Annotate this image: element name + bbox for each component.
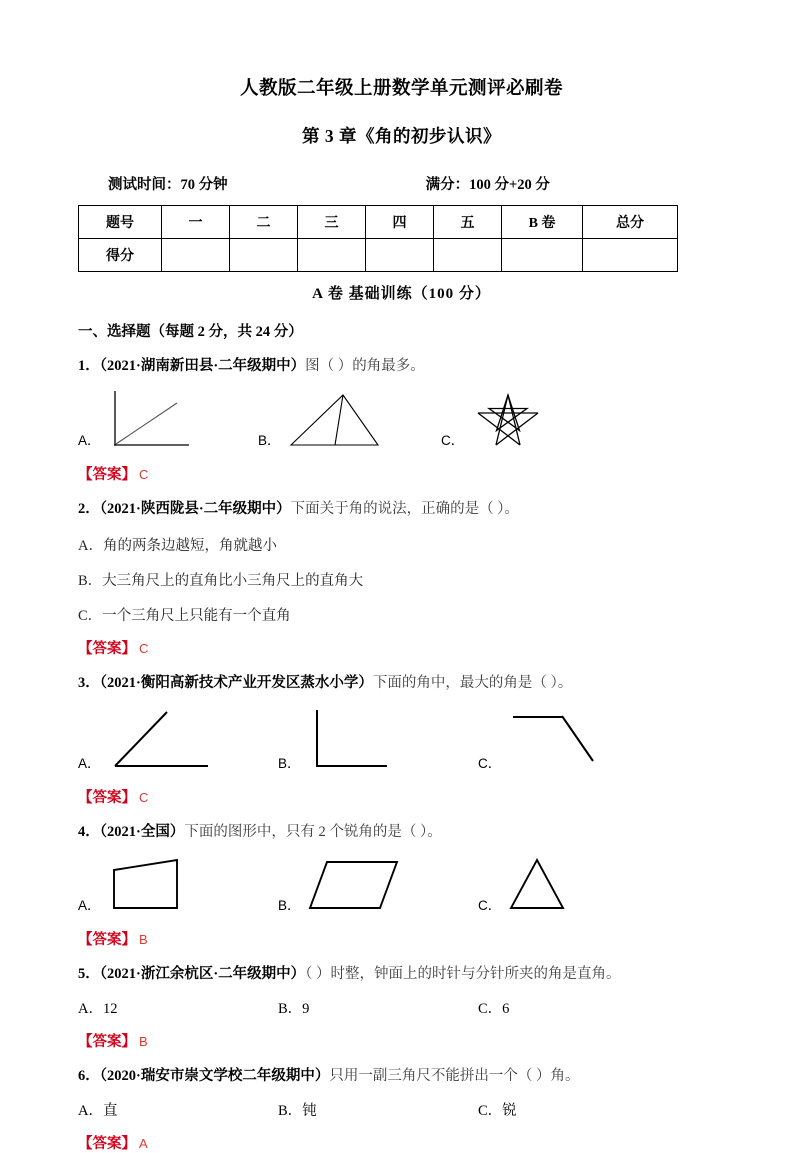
answer-value: C [139,467,149,483]
option-letter-b: B． [278,898,301,914]
answer-label: 【答案】 [78,641,136,658]
question-5-options [78,997,725,1018]
question-5-number: 5． [78,966,100,983]
test-time-label: 测试时间：70 分钟 [108,177,228,194]
table-row [79,206,678,239]
question-6-option-b[interactable]: B．钝 [278,1103,317,1120]
option-letter-c: C． [441,433,465,449]
question-3-options [78,708,725,774]
question-1-option-a[interactable] [78,389,258,451]
score-cell-1[interactable] [162,239,230,272]
question-3-number: 3． [78,675,100,692]
question-1-options [78,389,725,451]
question-5-source: （2021·浙江余杭区·二年级期中） [99,966,306,983]
question-6 [78,1066,725,1087]
page-subtitle: 第 3 章《角的初步认识》 [302,126,501,147]
table-row [79,239,678,272]
figure-isosceles-triangle [505,856,595,916]
question-1 [78,356,725,377]
question-4-number: 4． [78,824,100,841]
answer-value: A [139,1136,148,1152]
full-score-label: 满分：100 分+20 分 [425,177,550,194]
figure-triangle-with-cevian [285,389,390,451]
score-cell-3[interactable] [298,239,366,272]
answer-label: 【答案】 [78,467,136,484]
score-cell-b-juan[interactable] [502,239,583,272]
header-cell-3: 三 [298,206,366,239]
page-content [78,0,725,1153]
question-2-option-b[interactable]: B．大三角尺上的直角比小三角尺上的直角大 [78,573,364,590]
header-cell-2: 二 [230,206,298,239]
question-1-answer [78,463,725,484]
question-5-option-a[interactable]: A．12 [78,1001,118,1018]
question-5-body: （ ）时整，钟面上的时针与分针所夹的角是直角。 [305,966,621,983]
question-4-source: （2021·全国） [99,824,185,841]
answer-label: 【答案】 [78,1034,136,1051]
option-letter-a: A． [78,898,101,914]
answer-value: B [139,932,148,948]
question-2-body: 下面关于角的说法，正确的是（ ）。 [290,501,520,518]
question-2-number: 2． [78,501,100,518]
question-6-options [78,1099,725,1120]
question-3-answer [78,786,725,807]
question-6-number: 6． [78,1068,100,1085]
question-2 [78,499,725,520]
header-cell-total: 总分 [583,206,678,239]
question-6-body: 只用一副三角尺不能拼出一个（ ）角。 [329,1068,580,1085]
question-3-source: （2021·衡阳高新技术产业开发区蒸水小学） [99,675,373,692]
answer-value: C [139,641,149,657]
question-6-option-c[interactable]: C．锐 [478,1103,517,1120]
figure-right-angle [305,708,415,774]
question-6-source: （2020·瑞安市崇文学校二年级期中） [99,1068,330,1085]
question-4-body: 下面的图形中，只有 2 个锐角的是（ ）。 [184,824,442,841]
header-cell-4: 四 [366,206,434,239]
score-cell-total[interactable] [583,239,678,272]
score-table [78,205,678,272]
figure-right-trapezoid [105,856,215,916]
option-letter-b: B． [278,756,301,772]
question-4-answer [78,928,725,949]
question-3-option-b[interactable] [278,708,478,774]
question-3 [78,673,725,694]
header-cell-5: 五 [434,206,502,239]
figure-pentagram-star [468,389,548,451]
question-3-body: 下面的角中，最大的角是（ ）。 [372,675,573,692]
figure-parallelogram [305,856,420,916]
question-5-option-c[interactable]: C．6 [478,1001,510,1018]
question-1-source: （2021·湖南新田县·二年级期中） [99,358,306,375]
question-1-option-b[interactable] [258,389,441,451]
figure-obtuse-angle [505,708,620,774]
question-5-option-b[interactable]: B．9 [278,1001,310,1018]
part-heading-choice: 一、选择题（每题 2 分，共 24 分） [78,324,303,341]
row-label-question-no: 题号 [79,206,162,239]
question-1-number: 1． [78,358,100,375]
question-4-option-a[interactable] [78,856,278,916]
option-letter-b: B． [258,433,281,449]
score-cell-4[interactable] [366,239,434,272]
option-letter-c: C． [478,898,502,914]
answer-label: 【答案】 [78,790,136,807]
question-4-option-c[interactable] [478,856,595,916]
answer-label: 【答案】 [78,932,136,949]
question-6-answer [78,1132,725,1153]
score-cell-5[interactable] [434,239,502,272]
row-label-score: 得分 [79,239,162,272]
answer-value: C [139,790,149,806]
question-6-option-a[interactable]: A．直 [78,1103,118,1120]
option-letter-c: C． [478,756,502,772]
option-letter-a: A． [78,756,101,772]
header-cell-b-juan: B 卷 [502,206,583,239]
question-5-answer [78,1030,725,1051]
question-5 [78,964,725,985]
question-2-answer [78,637,725,658]
figure-axis-with-ray [105,389,205,451]
header-cell-1: 一 [162,206,230,239]
question-1-body: 图（ ）的角最多。 [305,358,425,375]
answer-label: 【答案】 [78,1136,136,1153]
score-cell-2[interactable] [230,239,298,272]
question-4 [78,822,725,843]
question-1-option-c[interactable] [441,389,548,451]
page-title: 人教版二年级上册数学单元测评必刷卷 [239,79,563,99]
question-3-option-c[interactable] [478,708,620,774]
question-2-option-c[interactable]: C．一个三角尺上只能有一个直角 [78,608,291,625]
question-2-option-a[interactable]: A．角的两条边越短，角就越小 [78,538,277,555]
question-4-option-b[interactable] [278,856,478,916]
exam-meta [78,173,725,194]
figure-acute-angle [105,708,245,774]
option-letter-a: A． [78,433,101,449]
question-2-source: （2021·陕西陇县·二年级期中） [99,501,291,518]
answer-value: B [139,1034,148,1050]
question-3-option-a[interactable] [78,708,278,774]
section-heading-a-juan: A 卷 基础训练（100 分） [312,286,491,303]
question-4-options [78,856,725,916]
